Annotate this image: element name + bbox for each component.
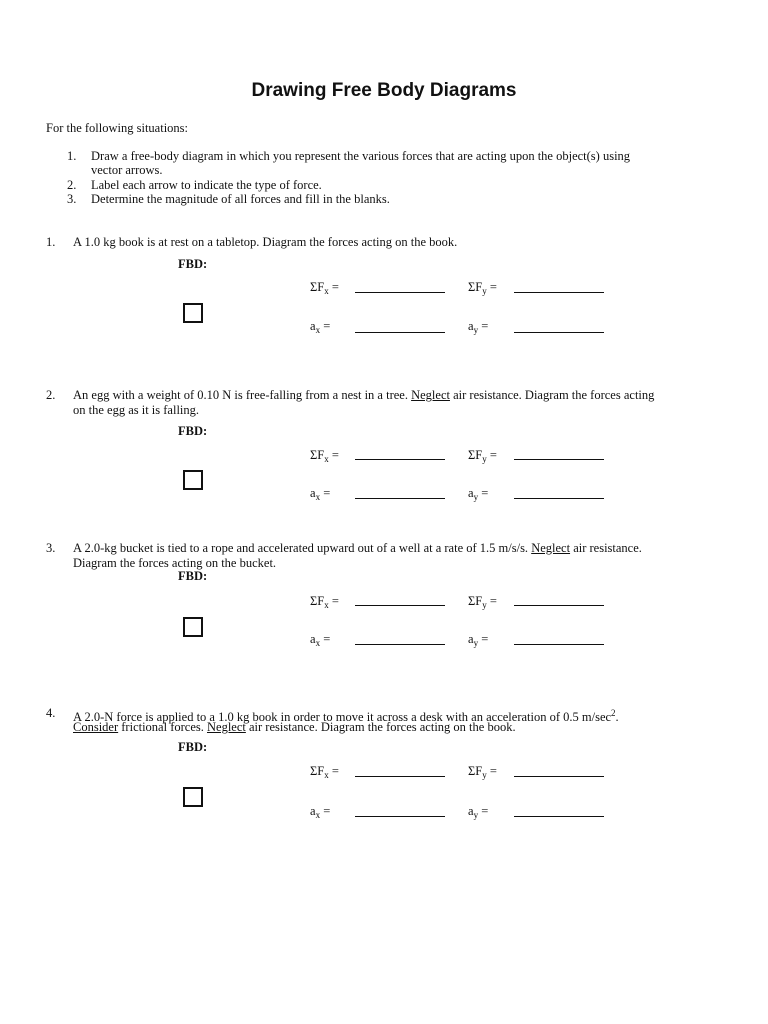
ay-label: $a_y$ = (468, 632, 489, 648)
sum-fy-blank[interactable] (514, 776, 604, 777)
sum-fx-blank[interactable] (355, 776, 445, 777)
ay-label: $a_y$ = (468, 804, 489, 820)
sum-fy-blank[interactable] (514, 459, 604, 460)
sum-fx-label: $\Sigma F_x$ = (310, 764, 339, 780)
sum-fy-label: $\Sigma F_y$ = (468, 448, 497, 464)
step-text: vector arrows. (91, 163, 163, 177)
ay-blank[interactable] (514, 498, 604, 499)
ay-blank[interactable] (514, 644, 604, 645)
ax-blank[interactable] (355, 644, 445, 645)
problem-text: A 2.0-N force is applied to a 1.0 kg book in order to move it across a desk with an acceleration of 0.5 $m/\sec^2$. (73, 708, 619, 724)
sum-fy-label: $\Sigma F_y$ = (468, 594, 497, 610)
problem-text: Diagram the forces acting on the bucket. (73, 556, 277, 570)
ax-blank[interactable] (355, 332, 445, 333)
step-text: Determine the magnitude of all forces and fill in the blanks. (91, 192, 390, 206)
sum-fx-label: $\Sigma F_x$ = (310, 448, 339, 464)
ax-label: $a_x$ = (310, 486, 331, 502)
step-number: 3. (67, 192, 77, 206)
ay-blank[interactable] (514, 332, 604, 333)
problem-text: Consider frictional forces. Neglect air resistance. Diagram the forces acting on the book. (73, 720, 516, 734)
problem-text: A 2.0-kg bucket is tied to a rope and accelerated upward out of a well at a rate of 1.5 m/s/s. Neglect air resistance. (73, 541, 642, 555)
sum-fy-blank[interactable] (514, 292, 604, 293)
fbd-box[interactable] (183, 787, 203, 807)
sum-fx-blank[interactable] (355, 605, 445, 606)
ax-label: $a_x$ = (310, 804, 331, 820)
fbd-box[interactable] (183, 303, 203, 323)
sum-fy-label: $\Sigma F_y$ = (468, 764, 497, 780)
ax-label: $a_x$ = (310, 319, 331, 335)
fbd-label: FBD: (178, 424, 208, 438)
problem-text: on the egg as it is falling. (73, 403, 200, 417)
fbd-label: FBD: (178, 257, 208, 271)
fbd-label: FBD: (178, 569, 208, 583)
sum-fx-label: $\Sigma F_x$ = (310, 280, 339, 296)
sum-fx-blank[interactable] (355, 459, 445, 460)
problem-number: 4. (46, 706, 56, 720)
step-text: Label each arrow to indicate the type of force. (91, 178, 322, 192)
problem-number: 1. (46, 235, 56, 249)
ay-label: $a_y$ = (468, 486, 489, 502)
ax-blank[interactable] (355, 816, 445, 817)
ay-blank[interactable] (514, 816, 604, 817)
problem-number: 3. (46, 541, 56, 555)
step-number: 2. (67, 178, 77, 192)
sum-fy-label: $\Sigma F_y$ = (468, 280, 497, 296)
step-text: Draw a free-body diagram in which you represent the various forces that are acting upon the object(s) using (91, 149, 631, 163)
intro-text: For the following situations: (46, 121, 189, 135)
fbd-label: FBD: (178, 740, 208, 754)
fbd-box[interactable] (183, 617, 203, 637)
sum-fy-blank[interactable] (514, 605, 604, 606)
fbd-box[interactable] (183, 470, 203, 490)
problem-number: 2. (46, 388, 56, 402)
sum-fx-blank[interactable] (355, 292, 445, 293)
ax-blank[interactable] (355, 498, 445, 499)
page-title: Drawing Free Body Diagrams (251, 80, 517, 101)
step-number: 1. (67, 149, 77, 163)
problem-text: An egg with a weight of 0.10 N is free-falling from a nest in a tree. Neglect air resistance. Diagram the forces acting (73, 388, 655, 402)
ax-label: $a_x$ = (310, 632, 331, 648)
problem-text: A 1.0 kg book is at rest on a tabletop. Diagram the forces acting on the book. (73, 235, 458, 249)
sum-fx-label: $\Sigma F_x$ = (310, 594, 339, 610)
ay-label: $a_y$ = (468, 319, 489, 335)
